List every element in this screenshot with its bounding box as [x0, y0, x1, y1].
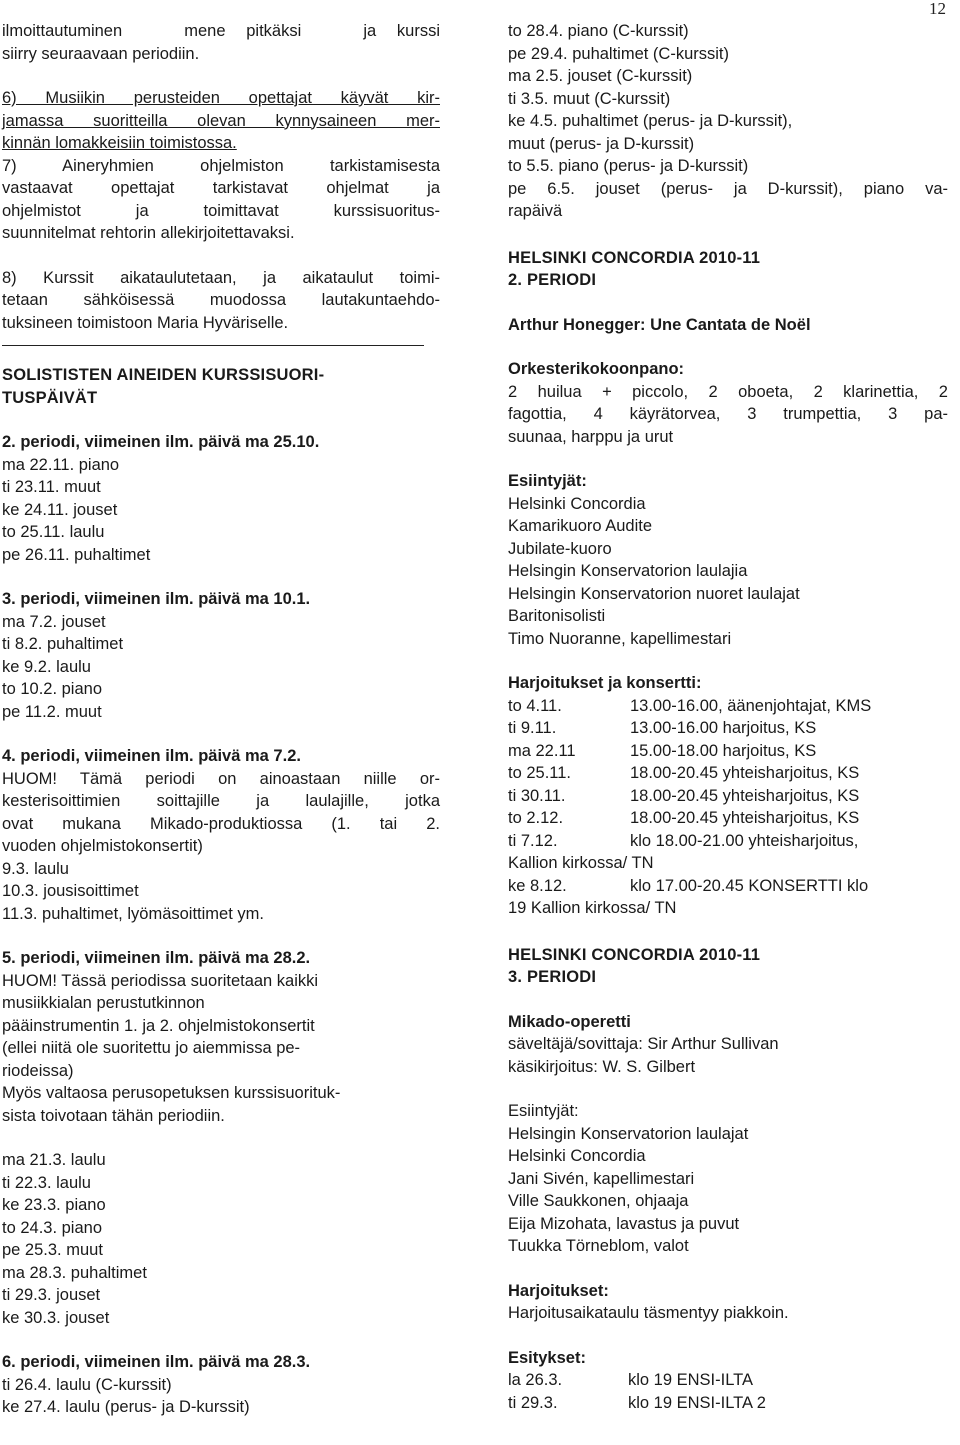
schedule-line: ke 23.3. piano: [2, 1196, 106, 1214]
text-line: 7) Aineryhmien ohjelmiston tarkistamisesta: [2, 156, 440, 175]
show-row: [508, 1392, 948, 1415]
period-2-block: [2, 431, 440, 566]
rehearsal-day: ke 8.12.: [508, 876, 567, 895]
show-row: [508, 1369, 948, 1392]
text-line: käsikirjoitus: W. S. Gilbert: [508, 1057, 696, 1076]
text-line: pääinstrumentin 1. ja 2. ohjelmistokonsertit: [2, 1016, 315, 1035]
text-line: HUOM! Tässä periodissa suoritetaan kaikki: [2, 971, 319, 990]
rehearsals-block: [508, 672, 948, 920]
period-heading: 6. periodi, viimeinen ilm. päivä ma 28.3.: [2, 1353, 311, 1371]
schedule-line: ma 22.11. piano: [2, 455, 120, 474]
rehearsal-day: ti 30.11.: [508, 786, 566, 805]
schedule-line: pe 11.2. muut: [2, 702, 102, 721]
rehearsal-day: ti 9.11.: [508, 719, 557, 737]
show-info: klo 19 ENSI-ILTA: [628, 1371, 754, 1389]
rehearsal-row: [508, 740, 948, 763]
text-line: kinnän lomakkeisiin toimistossa.: [2, 134, 237, 152]
schedule-line: pe 29.4. puhaltimet (C-kurssit): [508, 44, 730, 63]
rehearsal-info: 13.00-16.00, äänenjohtajat, KMS: [630, 696, 872, 715]
text-line: ilmoittautuminen mene pitkäksi ja kurssi: [2, 22, 440, 40]
period-heading: 3. periodi, viimeinen ilm. päivä ma 10.1.: [2, 590, 311, 608]
period-6-block: [2, 1351, 440, 1419]
text-line: fagottia, 4 käyrätorvea, 3 trumpettia, 3 pa-: [508, 405, 948, 423]
rehearsal-day: ti 7.12.: [508, 831, 558, 850]
performer-line: Jubilate-kuoro: [508, 539, 612, 558]
page-number: 12: [929, 0, 946, 18]
performer-line: Helsingin Konservatorion nuoret laulajat: [508, 584, 800, 603]
text-line: HELSINKI CONCORDIA 2010-11: [508, 945, 761, 964]
mikado-performers-block: [508, 1100, 948, 1258]
schedule-line: ti 29.3. jouset: [2, 1286, 101, 1304]
period-heading: 2. periodi, viimeinen ilm. päivä ma 25.10.: [2, 433, 320, 451]
item-8-paragraph: [2, 267, 440, 335]
schedule-line: ti 26.4. laulu (C-kurssit): [2, 1375, 172, 1394]
concordia-period-2-heading: [508, 247, 948, 292]
period-heading: 4. periodi, viimeinen ilm. päivä ma 7.2.: [2, 747, 301, 765]
schedule-line: pe 26.11. puhaltimet: [2, 545, 151, 564]
rehearsal-info: 15.00-18.00 harjoitus, KS: [630, 741, 817, 760]
text-line: 8) Kurssit aikataulutetaan, ja aikataulut toimi-: [2, 268, 440, 287]
intro-paragraph: [2, 20, 440, 65]
performer-line: Jani Sivén, kapellimestari: [508, 1169, 695, 1188]
rehearsal-info: klo 17.00-20.45 KONSERTTI klo: [630, 876, 869, 895]
mikado-rehearsals-block: [508, 1280, 948, 1325]
schedule-line: pe 6.5. jouset (perus- ja D-kurssit), piano va-: [508, 179, 948, 198]
performer-line: Ville Saukkonen, ohjaaja: [508, 1192, 689, 1210]
period-6-continued: [508, 20, 948, 223]
text-line: ovat mukana Mikado-produktiossa (1. tai 2.: [2, 814, 440, 833]
text-line: musiikkialan perustutkinnon: [2, 994, 205, 1012]
text-line: tuksineen toimistoon Maria Hyväriselle.: [2, 313, 289, 332]
schedule-line: ti 23.11. muut: [2, 478, 101, 496]
performer-line: Baritonisolisti: [508, 607, 606, 625]
text-line: vuoden ohjelmistokonsertit): [2, 837, 203, 855]
period-heading: 5. periodi, viimeinen ilm. päivä ma 28.2.: [2, 949, 311, 967]
text-line: Kallion kirkossa/ TN: [508, 854, 654, 872]
schedule-line: ti 22.3. laulu: [2, 1173, 91, 1192]
text-line: 19 Kallion kirkossa/ TN: [508, 899, 677, 917]
schedule-line: to 24.3. piano: [2, 1218, 102, 1237]
text-line: säveltäjä/sovittaja: Sir Arthur Sullivan: [508, 1035, 779, 1053]
schedule-line: ma 7.2. jouset: [2, 612, 106, 631]
schedule-line: ke 30.3. jouset: [2, 1308, 110, 1327]
performer-line: Timo Nuoranne, kapellimestari: [508, 629, 732, 648]
text-line: Harjoitusaikataulu täsmentyy piakkoin.: [508, 1304, 789, 1322]
performer-line: Kamarikuoro Audite: [508, 517, 652, 535]
subheading: Esitykset:: [508, 1348, 586, 1367]
performer-line: Helsingin Konservatorion laulajat: [508, 1124, 749, 1143]
subheading: Orkesterikokoonpano:: [508, 360, 685, 378]
right-column: [508, 20, 948, 1414]
schedule-line: to 10.2. piano: [2, 680, 102, 698]
rehearsal-day: to 4.11.: [508, 696, 562, 715]
item-6-paragraph: [2, 87, 440, 155]
text-line: ohjelmistot ja toimittavat kurssisuoritus-: [2, 201, 440, 220]
schedule-line: ma 21.3. laulu: [2, 1151, 106, 1169]
schedule-line: ke 27.4. laulu (perus- ja D-kurssit): [2, 1398, 250, 1416]
shows-block: [508, 1347, 948, 1415]
text-line: Myös valtaosa perusopetuksen kurssisuorituk-: [2, 1084, 341, 1102]
text-line: kesterisoittimien soittajille ja laulajille, jotka: [2, 792, 440, 810]
period-3-block: [2, 588, 440, 723]
rehearsal-row: [508, 785, 948, 808]
text-line: (ellei niitä ole suoritettu jo aiemmissa pe-: [2, 1039, 301, 1057]
text-line: suunnitelmat rehtorin allekirjoitettavaksi.: [2, 224, 295, 242]
period-5-block: [2, 947, 440, 1329]
text-line: 2 huilua + piccolo, 2 oboeta, 2 klarinettia, 2: [508, 382, 948, 401]
performer-line: Helsinki Concordia: [508, 1147, 646, 1165]
section-title: [2, 364, 440, 409]
schedule-line: muut (perus- ja D-kurssit): [508, 134, 695, 153]
text-line: riodeissa): [2, 1061, 74, 1080]
orchestra-block: [508, 358, 948, 448]
text-line: suunaa, harppu ja urut: [508, 427, 674, 446]
schedule-line: to 28.4. piano (C-kurssit): [508, 22, 689, 40]
text-line: jamassa suoritteilla olevan kynnysaineen mer-: [2, 111, 440, 130]
work-title: Arthur Honegger: Une Cantata de Noël: [508, 315, 811, 334]
item-7-paragraph: [2, 155, 440, 245]
performer-line: Eija Mizohata, lavastus ja puvut: [508, 1214, 740, 1233]
performers-block: [508, 470, 948, 650]
rehearsal-row: [508, 762, 948, 785]
rehearsal-row: [508, 717, 948, 740]
text-line: sista toivotaan tähän periodiin.: [2, 1106, 225, 1125]
schedule-line: ma 28.3. puhaltimet: [2, 1263, 147, 1282]
rehearsal-info: 18.00-20.45 yhteisharjoitus, KS: [630, 786, 860, 805]
schedule-line: ti 3.5. muut (C-kurssit): [508, 89, 671, 108]
subheading: Harjoitukset:: [508, 1281, 609, 1300]
mikado-block: [508, 1011, 948, 1079]
schedule-line: to 5.5. piano (perus- ja D-kurssit): [508, 157, 749, 175]
subheading: Harjoitukset ja konsertti:: [508, 674, 702, 692]
schedule-line: rapäivä: [508, 202, 563, 220]
schedule-line: to 25.11. laulu: [2, 523, 105, 541]
text-line: 2. PERIODI: [508, 271, 597, 289]
text-line: vastaavat opettajat tarkistavat ohjelmat ja: [2, 179, 440, 197]
text-line: 3. PERIODI: [508, 968, 597, 986]
show-day: ti 29.3.: [508, 1393, 558, 1412]
schedule-line: ma 2.5. jouset (C-kurssit): [508, 67, 693, 85]
rehearsal-row: [508, 807, 948, 830]
work-title: Mikado-operetti: [508, 1012, 631, 1031]
rehearsal-row: [508, 830, 948, 853]
separator-line: [2, 344, 424, 346]
text-line: HUOM! Tämä periodi on ainoastaan niille or-: [2, 769, 440, 788]
show-day: la 26.3.: [508, 1371, 563, 1389]
show-info: klo 19 ENSI-ILTA 2: [628, 1393, 766, 1412]
rehearsal-info: 13.00-16.00 harjoitus, KS: [630, 719, 817, 737]
text-line: tetaan sähköisessä muodossa lautakuntaehdo-: [2, 291, 440, 309]
subheading: Esiintyjät:: [508, 1102, 579, 1120]
text-line: TUSPÄIVÄT: [2, 388, 98, 407]
text-line: HELSINKI CONCORDIA 2010-11: [508, 248, 761, 267]
rehearsal-info: klo 18.00-21.00 yhteisharjoitus,: [630, 831, 859, 850]
schedule-line: pe 25.3. muut: [2, 1241, 103, 1259]
performer-line: Helsinki Concordia: [508, 494, 646, 513]
subheading: Esiintyjät:: [508, 472, 587, 490]
schedule-line: ke 4.5. puhaltimet (perus- ja D-kurssit),: [508, 112, 793, 130]
rehearsal-day: to 2.12.: [508, 809, 564, 827]
rehearsal-day: to 25.11.: [508, 764, 571, 782]
schedule-line: ti 8.2. puhaltimet: [2, 635, 124, 653]
rehearsal-day: ma 22.11: [508, 741, 576, 760]
schedule-line: 9.3. laulu: [2, 859, 69, 878]
schedule-line: ke 24.11. jouset: [2, 500, 118, 519]
rehearsal-row: [508, 695, 948, 718]
schedule-line: ke 9.2. laulu: [2, 657, 91, 676]
schedule-line: 11.3. puhaltimet, lyömäsoittimet ym.: [2, 904, 264, 923]
concordia-period-3-heading: [508, 944, 948, 989]
rehearsal-info: 18.00-20.45 yhteisharjoitus, KS: [630, 764, 860, 782]
text-line: 6) Musiikin perusteiden opettajat käyvät kir-: [2, 89, 440, 107]
schedule-line: 10.3. jousisoittimet: [2, 882, 139, 900]
concert-row: [508, 875, 948, 898]
left-column: [2, 20, 440, 1419]
performer-line: Helsingin Konservatorion laulajia: [508, 562, 748, 580]
text-line: SOLISTISTEN AINEIDEN KURSSISUORI-: [2, 366, 325, 384]
rehearsal-info: 18.00-20.45 yhteisharjoitus, KS: [630, 809, 860, 827]
performer-line: Tuukka Törneblom, valot: [508, 1237, 689, 1255]
period-4-block: [2, 745, 440, 925]
text-line: siirry seuraavaan periodiin.: [2, 44, 200, 63]
